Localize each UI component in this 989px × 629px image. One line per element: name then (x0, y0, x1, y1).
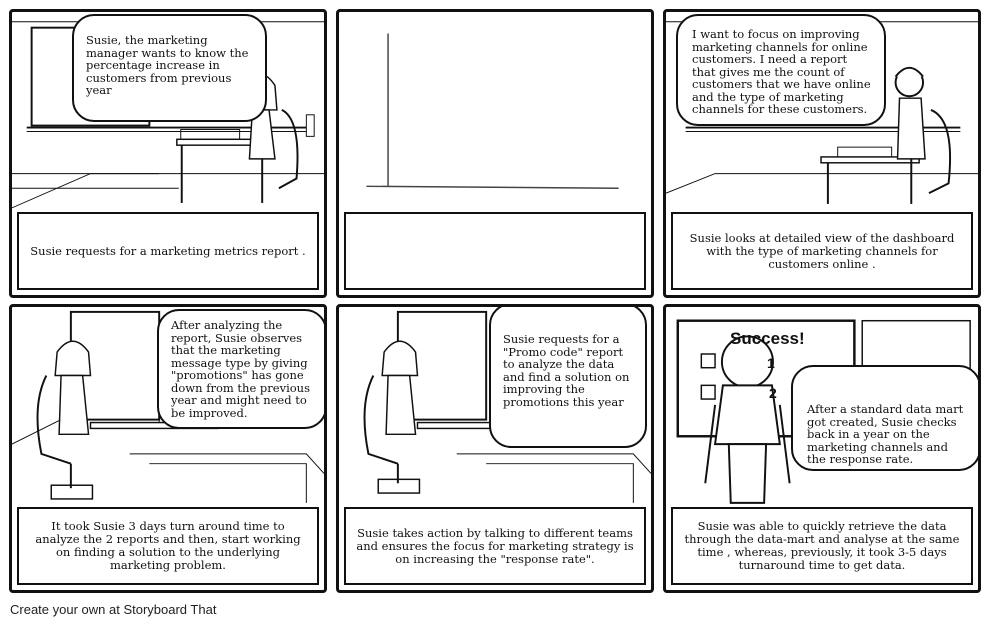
speech-bubble: After a standard data mart got created, Susie checks back in a year on the marketing channels and the response rate. (791, 365, 981, 471)
panel-3 (663, 9, 981, 298)
caption: Susie was able to quickly retrieve the data through the data-mart and analyse at the same time , whereas, previously, it took 3-5 days turnaround time to get data. (671, 507, 973, 585)
panel-6 (663, 304, 981, 593)
caption (344, 212, 646, 290)
speech-bubble: Susie requests for a "Promo code" report to analyze the data and find a solution on improving the promotions this year (489, 304, 647, 448)
panel-4 (9, 304, 327, 593)
panel-2 (336, 9, 654, 298)
caption: It took Susie 3 days turn around time to analyze the 2 reports and then, start working on finding a solution to the underlying marketing problem. (17, 507, 319, 585)
board-item-1: 1 (767, 355, 775, 371)
caption: Susie looks at detailed view of the dashboard with the type of marketing channels for customers online . (671, 212, 973, 290)
board-item-2: 2 (769, 385, 777, 401)
speech-bubble: Susie, the marketing manager wants to know the percentage increase in customers from previous year (72, 14, 267, 122)
footer-credit: Create your own at Storyboard That (10, 602, 217, 617)
panel-5 (336, 304, 654, 593)
speech-bubble: I want to focus on improving marketing channels for online customers. I need a report that gives me the count of customers that we have online and the type of marketing channels for these customers. (676, 14, 886, 126)
caption: Susie takes action by talking to different teams and ensures the focus for marketing strategy is on increasing the "response rate". (344, 507, 646, 585)
caption: Susie requests for a marketing metrics report . (17, 212, 319, 290)
board-title: Success! (730, 329, 805, 348)
speech-bubble: After analyzing the report, Susie observes that the marketing message type by giving "promotions" has gone down from the previous year and might need to be improved. (157, 309, 327, 429)
panel-1 (9, 9, 327, 298)
